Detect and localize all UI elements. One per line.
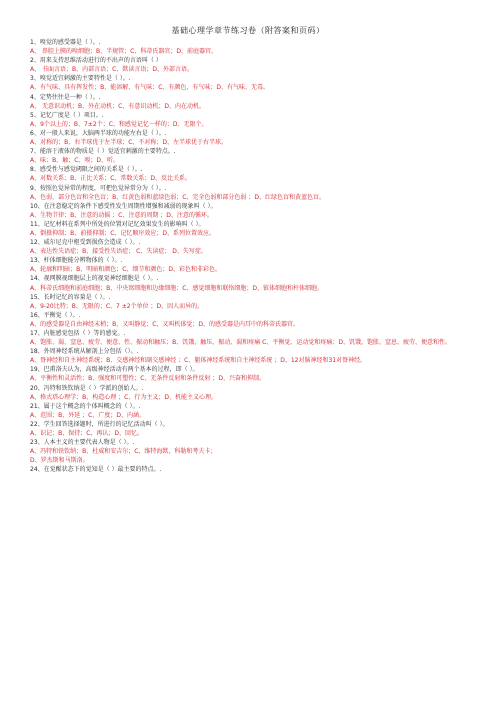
question-line: 10、在注意稳定的条件下感受性发生周期性增强和减弱的现象叫（ ）。 [30,202,217,210]
answer-options-line: A、的感受器是自由神经末梢；B、又叫静觉；C、又叫机体觉；D、的感受器是内耳中的科蒂氏器官。 [30,320,300,328]
answer-options-line: D、罗杰斯和马斯洛。 [30,457,89,465]
answer-options-line: A、对数关系；B、正比关系；C、常数关系；D、反比关系。 [30,175,192,183]
question-line: 19、巴甫洛夫认为，高级神经活动有两个基本的过程，即（ ）。 [30,366,199,374]
answer-options-line: A、识记；B、保持；C、再认；D、回忆。 [30,430,144,438]
question-line: 21、属于这个概念的个体叫概念的（ ）。. [30,402,141,410]
answer-options-line: A、 鼻腔上膜的嗅细胞；B、半规管；C、科蒂氏器官；D、前庭器官。 [30,48,217,56]
answer-options-line: A、科蒂氏细胞和前庭细胞；B、中央窝细胞和边缘细胞；C、感觉细胞和联络细胞；D、锥体细胞和杆体细胞。 [30,284,324,292]
answer-options-line: A、冯特和铁钦纳；B、杜威和安吉尔；C、维特海默、科勒和考夫卡； [30,448,217,456]
question-line: 4、定势往往是一种（ ）。. [30,93,101,101]
answer-options-line: A、饱胀、渴、窒息、疲劳、便意、性、振动和触压；B、饥饿、触压、振动、渴和疼痛 C、平衡觉、运动觉和疼痛；D、饥饿、饱胀、窒息、疲劳、便意和性。 [30,339,451,347]
answer-options-line: A、对称的；B、右半球优于左半球；C、不对称；D、左半球优于右半球。 [30,139,228,147]
question-line: 11、记忆材料在系列中所处的位置对记忆效果发生的影响叫（ ）。 [30,220,205,228]
question-line: 9、按照色觉异常的程度，可把色觉异常分为（ ）。. [30,184,167,192]
answer-options-line: A、色弱、部分色盲和全色盲；B、红黄色弱和蓝绿色弱；C、完全色弱和部分色弱 ；D、红绿色盲和黄蓝色盲。 [30,193,325,201]
question-line: 23、人本主义的主要代表人物是（ ）。. [30,439,135,447]
answer-options-line: A、范围；B、外延 ；C、广度；D、内涵。 [30,411,145,419]
question-line: 15、长时记忆的容量是（ ）。. [30,293,111,301]
answer-options-line: A、倒摄抑制；B、前摄抑制；C、记忆顺序效应；D、系列位置效应。 [30,229,216,237]
answer-options-line: A、 书面言语；B、内部言语；C、默读言语；D、外部言语。 [30,66,193,74]
question-line: 17、内脏感觉包括（ ）等的感觉。. [30,330,126,337]
document-title: 基础心理学章节练习卷（附答案和页码） [171,26,325,35]
answer-options-line: A、9-20比特；B、无限的；C、7 ±2个单位 ；D、因人而异的。 [30,302,204,310]
answer-options-line: A、格式塔心理学；B、构造心理 ；C、行为主义；D、机能主义心理。 [30,393,217,401]
question-list [30,38,480,475]
answer-options-line: A、 无意识动机；B、外在动机；C、有意识动机；D、内在动机。 [30,102,205,110]
question-line: 6、对一般人来说，大脑两半球的功能左右是（ ）。. [30,129,167,137]
question-line: 20、冯特和铁钦纳是（ ）学派的创始人。. [30,384,144,392]
answer-options-line: A、味；B、触；C、嗅；D、听。 [30,157,120,165]
question-line: 12、威尔尼克中枢受到损伤会造成（ ）。. [30,239,141,247]
answer-options-line: A、轮廓和明暗；B、明暗和颜色；C、细节和颜色；D、彩色和非彩色。 [30,266,222,274]
question-line: 18、外周神经系统从解剖上分包括（）。. [30,348,139,356]
question-line: 8、感受性与感觉阈限之间的关系是（ ）。. [30,166,143,174]
answer-options-line: A、有气味、具有挥发性；B、能溶解、有气味；C、有颜色、有气味；D、有气味、无毒。 [30,84,270,92]
question-line: 5、记忆广度是（ ）项目。. [30,111,104,119]
question-line: 16、平衡觉（ ）。. [30,311,81,319]
question-line: 14、视网膜视细胞层上的视觉神经细胞是（ ）。. [30,275,159,283]
answer-options-line: A、生物节律；B、注意的动摇 ；C、注意的周期 ；D、注意的循环。 [30,211,213,219]
question-line: 7、能溶于液体的物质是（ ）觉适宜刺激的主要特点。. [30,148,176,156]
answer-options-line: A、表达性失语症；B、接受性失语症； C、失读症； D、失写症。 [30,248,207,256]
answer-options-line: A、9个以上的；B、7±2个；C、和感觉记忆一样的；D、无限个。 [30,120,208,128]
question-line: 3、嗅觉适宜刺激的主要特性是（ ）。. [30,75,131,83]
question-line: 22、学生回答选择题时，所进行的记忆活动叫（ ）。 [30,420,169,428]
question-line: 24、在觉醒状态下的觉知是（ ）最主要的特点。. [30,466,162,474]
answer-options-line: A、平衡性和灵活性；B、强度和可塑性；C、无条件反射和条件反射 ；D、兴奋和抑制。 [30,375,265,383]
question-line: 2、用来支持思维活动进行的不出声的言语叫（ ） [30,57,162,65]
answer-options-line: A、脊神经和自主神经系统；B、交感神经和副交感神经 ；C、躯体神经系统和自主神经系统 ；D、12对脑神经和31对脊神经。 [30,357,367,365]
question-line: 1、嗅觉的感受器是（ ）。. [30,39,101,46]
question-line: 13、杆体细胞能分辨物体的（ ）。. [30,257,123,265]
